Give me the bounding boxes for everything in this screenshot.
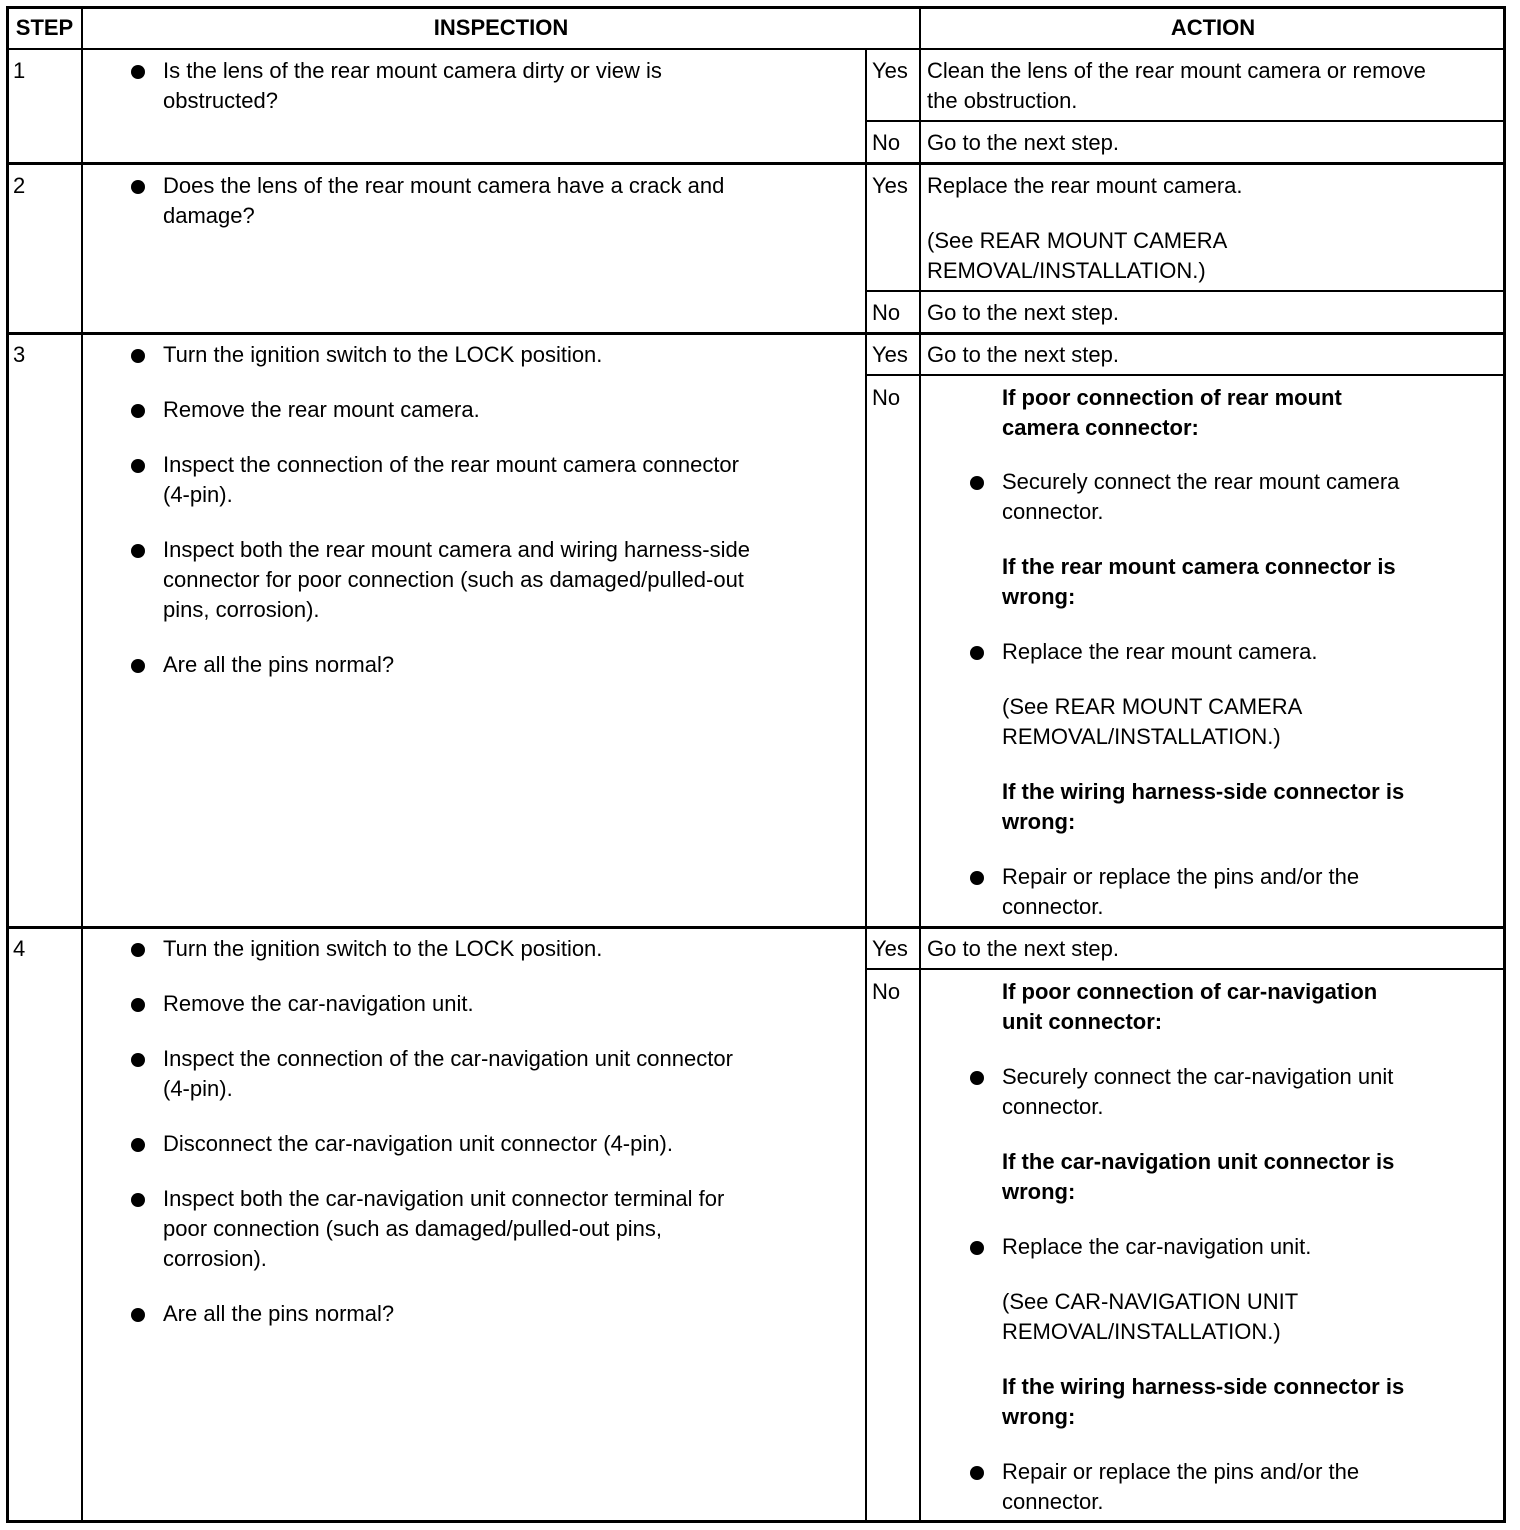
row3-yesno-divider xyxy=(865,374,1505,376)
action-item: Securely connect the car-navigation unit connector. xyxy=(1002,1064,1394,1119)
action-item: Securely connect the rear mount camera connector. xyxy=(1002,469,1400,524)
inspection-item: Does the lens of the rear mount camera have a crack and damage? xyxy=(163,173,725,228)
action-item: Repair or replace the pins and/or the connector. xyxy=(1002,1459,1360,1514)
yes-action: Clean the lens of the rear mount camera or remove the obstruction. xyxy=(927,58,1426,113)
inspection-item: Inspect the connection of the rear mount camera connector (4-pin). xyxy=(163,452,739,507)
bullet-icon xyxy=(131,544,145,558)
header-step: STEP xyxy=(15,15,74,40)
header-divider xyxy=(8,48,1505,50)
bullet-icon xyxy=(131,349,145,363)
no-label: No xyxy=(872,130,901,155)
yes-label: Yes xyxy=(872,936,908,961)
action-reference: (See CAR-NAVIGATION UNIT REMOVAL/INSTALLATION.) xyxy=(1002,1289,1299,1344)
yes-action-reference: (See REAR MOUNT CAMERA REMOVAL/INSTALLATION.) xyxy=(927,228,1228,283)
condition-heading: If the wiring harness-side connector is wrong: xyxy=(1002,1374,1405,1429)
condition-heading: If poor connection of car-navigation unit connector: xyxy=(1002,979,1378,1034)
bullet-icon xyxy=(970,1466,984,1480)
condition-heading: If the wiring harness-side connector is wrong: xyxy=(1002,779,1405,834)
col-divider-inspection xyxy=(865,49,867,1522)
no-label: No xyxy=(872,300,901,325)
inspection-item: Turn the ignition switch to the LOCK position. xyxy=(163,342,603,367)
inspection-item: Remove the car-navigation unit. xyxy=(163,991,474,1016)
header-action: ACTION xyxy=(1170,15,1256,40)
yes-label: Yes xyxy=(872,342,908,367)
bullet-icon xyxy=(970,871,984,885)
inspection-item: Inspect the connection of the car-navigation unit connector (4-pin). xyxy=(163,1046,733,1101)
inspection-item: Inspect both the car-navigation unit connector terminal for poor connection (such as damaged/pulled-out pins, corrosion). xyxy=(163,1186,725,1271)
inspection-item: Turn the ignition switch to the LOCK position. xyxy=(163,936,603,961)
bullet-icon xyxy=(970,1071,984,1085)
bullet-icon xyxy=(131,998,145,1012)
inspection-item: Disconnect the car-navigation unit connector (4-pin). xyxy=(163,1131,673,1156)
inspection-item: Inspect both the rear mount camera and wiring harness-side connector for poor connection (such as damaged/pulled-out pins, corrosion). xyxy=(163,537,750,622)
action-item: Replace the car-navigation unit. xyxy=(1002,1234,1312,1259)
row1-yesno-divider xyxy=(865,120,1505,122)
bullet-icon xyxy=(131,459,145,473)
bullet-icon xyxy=(970,646,984,660)
step-number: 4 xyxy=(13,936,26,961)
yes-action: Go to the next step. xyxy=(927,936,1120,961)
bullet-icon xyxy=(131,943,145,957)
step-number: 3 xyxy=(13,342,26,367)
bullet-icon xyxy=(131,180,145,194)
col-divider-yesno xyxy=(919,8,921,1522)
yes-action: Replace the rear mount camera. xyxy=(927,173,1243,198)
row3-bottom xyxy=(8,926,1505,929)
no-label: No xyxy=(872,385,901,410)
condition-heading: If the car-navigation unit connector is wrong: xyxy=(1002,1149,1395,1204)
row2-yesno-divider xyxy=(865,290,1505,292)
action-reference: (See REAR MOUNT CAMERA REMOVAL/INSTALLATION.) xyxy=(1002,694,1303,749)
bullet-icon xyxy=(131,65,145,79)
condition-heading: If poor connection of rear mount camera connector: xyxy=(1002,385,1342,440)
no-action: Go to the next step. xyxy=(927,300,1120,325)
bullet-icon xyxy=(970,1241,984,1255)
inspection-item: Is the lens of the rear mount camera dirty or view is obstructed? xyxy=(163,58,662,113)
bullet-icon xyxy=(970,476,984,490)
condition-heading: If the rear mount camera connector is wrong: xyxy=(1002,554,1396,609)
col-divider-step xyxy=(81,8,83,1522)
row1-bottom xyxy=(8,162,1505,165)
row2-bottom xyxy=(8,332,1505,335)
yes-label: Yes xyxy=(872,58,908,83)
inspection-item: Remove the rear mount camera. xyxy=(163,397,480,422)
row4-yesno-divider xyxy=(865,968,1505,970)
bullet-icon xyxy=(131,1138,145,1152)
no-label: No xyxy=(872,979,901,1004)
yes-action: Go to the next step. xyxy=(927,342,1120,367)
action-item: Repair or replace the pins and/or the connector. xyxy=(1002,864,1360,919)
bullet-icon xyxy=(131,659,145,673)
header-inspection: INSPECTION xyxy=(433,15,569,40)
no-action: Go to the next step. xyxy=(927,130,1120,155)
inspection-item: Are all the pins normal? xyxy=(163,652,395,677)
step-number: 2 xyxy=(13,173,26,198)
step-number: 1 xyxy=(13,58,26,83)
bullet-icon xyxy=(131,404,145,418)
bullet-icon xyxy=(131,1193,145,1207)
bullet-icon xyxy=(131,1308,145,1322)
bullet-icon xyxy=(131,1053,145,1067)
yes-label: Yes xyxy=(872,173,908,198)
inspection-item: Are all the pins normal? xyxy=(163,1301,395,1326)
action-item: Replace the rear mount camera. xyxy=(1002,639,1318,664)
